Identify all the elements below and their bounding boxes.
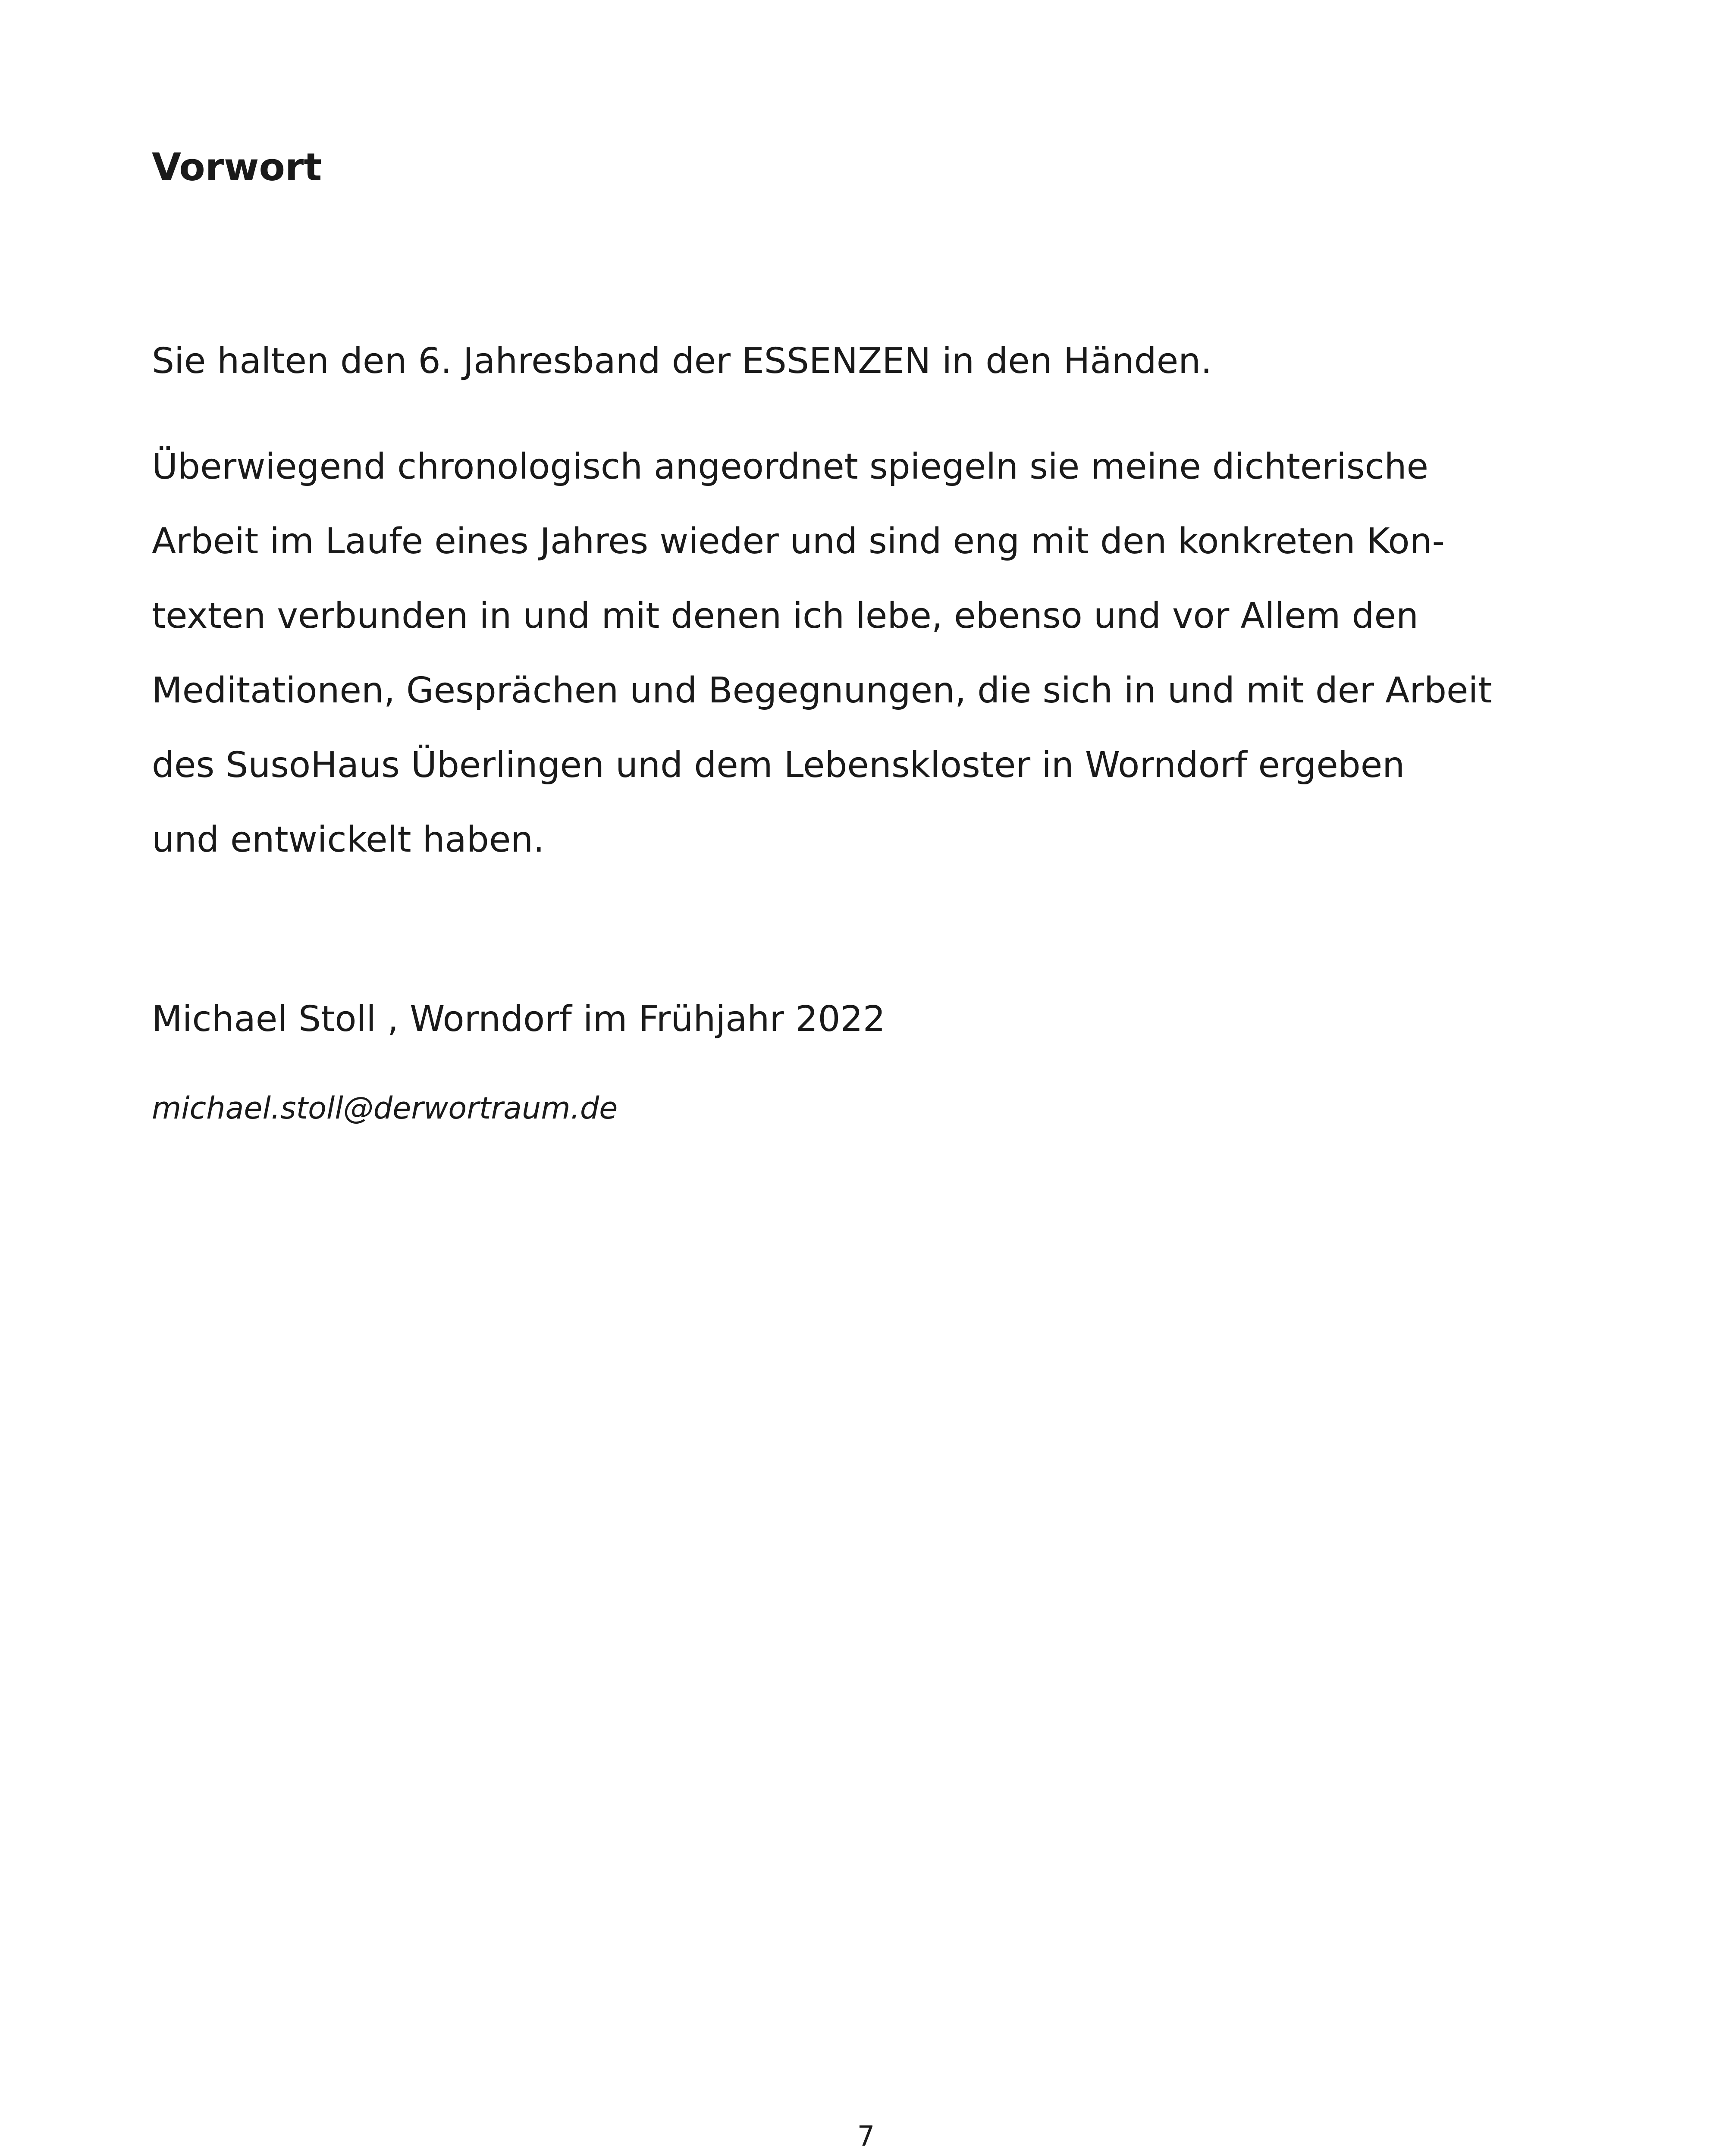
author-signature: Michael Stoll , Worndorf im Frühjahr 2022 [152, 999, 885, 1040]
body-line: Arbeit im Laufe eines Jahres wieder und sind eng mit den konkreten Kon- [152, 521, 1445, 562]
body-line: und entwickelt haben. [152, 819, 545, 860]
body-line: Überwiegend chronologisch angeordnet spiegeln sie meine dichterische [152, 446, 1429, 487]
intro-paragraph: Sie halten den 6. Jahresband der ESSENZEN in den Händen. [152, 341, 1212, 382]
body-paragraph [152, 429, 1588, 877]
body-line: texten verbunden in und mit denen ich lebe, ebenso und vor Allem den [152, 595, 1418, 636]
page-title: Vorwort [152, 145, 322, 189]
body-line: Meditationen, Gesprächen und Begegnungen, die sich in und mit der Arbeit [152, 670, 1492, 711]
body-line: des SusoHaus Überlingen und dem Lebenskloster in Worndorf ergeben [152, 745, 1405, 786]
author-email: michael.stoll@derwortraum.de [152, 1091, 618, 1126]
page-number: 7 [857, 2121, 875, 2153]
